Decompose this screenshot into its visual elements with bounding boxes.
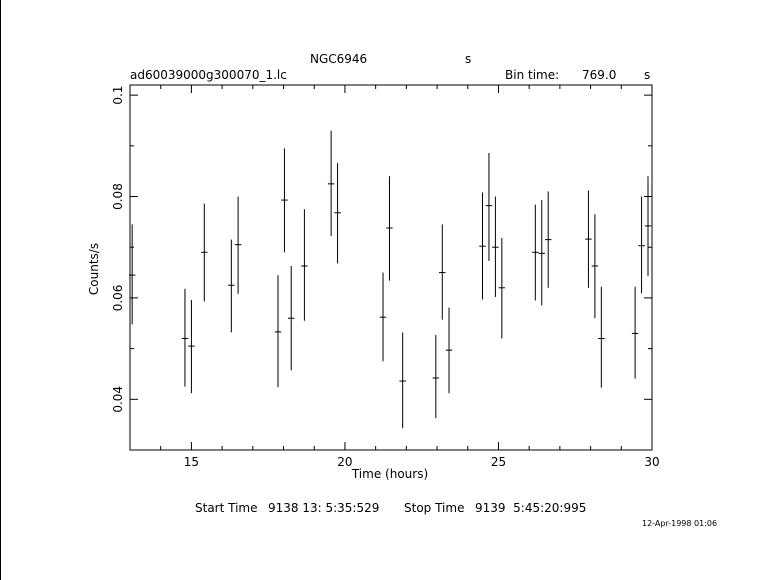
data-point xyxy=(539,200,545,305)
start-time-label: Start Time xyxy=(195,501,258,515)
data-point xyxy=(281,148,287,252)
data-point xyxy=(632,287,638,379)
stop-time-label: Stop Time xyxy=(404,501,465,515)
axis-ticks xyxy=(130,85,652,450)
data-point xyxy=(334,163,340,263)
data-point xyxy=(486,153,492,261)
start-time-value: 9138 13: 5:35:529 xyxy=(268,501,380,515)
data-point xyxy=(228,240,234,333)
y-axis-label: Counts/s xyxy=(87,242,101,296)
data-point xyxy=(328,131,334,236)
object-title: NGC6946 xyxy=(310,52,368,66)
data-point xyxy=(433,335,439,418)
stop-time-value: 9139 5:45:20:995 xyxy=(475,501,587,515)
x-tick-label: 25 xyxy=(490,455,507,469)
data-point xyxy=(288,266,294,370)
data-point xyxy=(201,204,207,302)
y-tick-label: 0.06 xyxy=(111,284,125,312)
data-point xyxy=(446,308,452,394)
data-points xyxy=(129,131,651,429)
x-tick-label: 30 xyxy=(644,455,660,469)
data-point xyxy=(532,205,538,301)
data-point xyxy=(479,192,485,299)
data-point xyxy=(638,197,644,294)
y-tick-label: 0.08 xyxy=(111,183,125,210)
plot-date: 12-Apr-1998 01:06 xyxy=(642,519,718,528)
data-point xyxy=(545,191,551,287)
filename-label: ad60039000g300070_1.lc xyxy=(130,68,287,82)
data-point xyxy=(275,275,281,387)
bin-time-unit: s xyxy=(644,68,651,82)
plot-frame xyxy=(130,85,652,450)
data-point xyxy=(380,273,386,362)
bin-time-label: Bin time: xyxy=(505,68,560,82)
data-point xyxy=(182,289,188,387)
data-point xyxy=(399,332,405,428)
data-point xyxy=(492,197,498,297)
data-point xyxy=(301,209,307,321)
y-tick-label: 0.04 xyxy=(111,385,125,413)
x-tick-label: 15 xyxy=(183,455,200,469)
data-point xyxy=(439,224,445,319)
data-point xyxy=(592,214,598,318)
data-point xyxy=(499,238,505,338)
data-point xyxy=(645,176,651,276)
data-point xyxy=(235,197,241,294)
y-tick-label: 0.1 xyxy=(111,85,125,105)
bin-time-value: 769.0 xyxy=(582,68,617,82)
data-point xyxy=(386,176,392,280)
x-tick-label: 20 xyxy=(337,455,353,469)
data-point xyxy=(585,190,591,287)
data-point xyxy=(598,287,604,388)
y-tick-labels xyxy=(111,86,125,413)
x-axis-label: Time (hours) xyxy=(351,467,429,481)
data-point xyxy=(188,300,194,393)
object-unit: s xyxy=(465,52,472,66)
